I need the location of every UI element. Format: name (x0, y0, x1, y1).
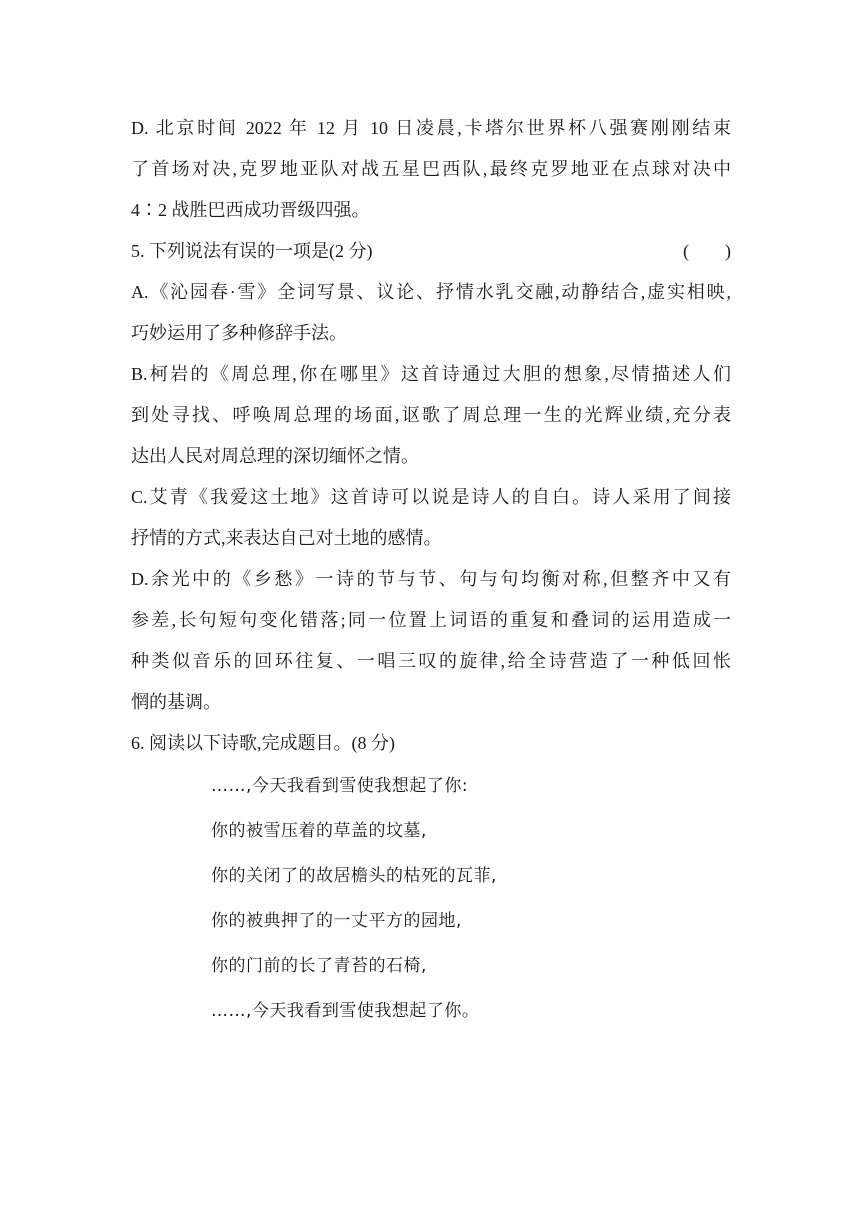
poem-line: 你的被典押了的一丈平方的园地, (211, 911, 462, 931)
poem-line: 你的被雪压着的草盖的坟墓, (211, 821, 427, 841)
option-line: D.余光中的《乡愁》一诗的节与节、句与句均衡对称,但整齐中又有 (131, 569, 731, 589)
poem-line: 你的门前的长了青苔的石椅, (211, 956, 427, 976)
question-5-option-c (131, 477, 731, 559)
poem-line: ……,今天我看到雪使我想起了你: (211, 776, 469, 796)
option-line: 到处寻找、呼唤周总理的场面,讴歌了周总理一生的光辉业绩,充分表 (131, 405, 731, 425)
question-5-text: 5. 下列说法有误的一项是(2 分) (131, 241, 373, 261)
option-line: C.艾青《我爱这土地》这首诗可以说是诗人的自白。诗人采用了间接 (131, 487, 731, 507)
option-line: 了首场对决,克罗地亚队对战五星巴西队,最终克罗地亚在点球对决中 (131, 159, 731, 179)
question-5-stem (131, 231, 731, 272)
question-5-option-a (131, 272, 731, 354)
question-6-stem (131, 723, 731, 764)
poem-line: 你的关闭了的故居檐头的枯死的瓦菲, (211, 866, 497, 886)
answer-blank: ( ) (683, 241, 731, 261)
option-line: 种类似音乐的回环往复、一唱三叹的旋律,给全诗营造了一种低回怅 (131, 651, 731, 671)
option-line: D. 北京时间 2022 年 12 月 10 日凌晨,卡塔尔世界杯八强赛刚刚结束 (131, 118, 731, 138)
poem-excerpt (211, 764, 731, 1034)
option-line: 达出人民对周总理的深切缅怀之情。 (131, 446, 419, 466)
page-content (131, 108, 731, 1034)
option-line: 巧妙运用了多种修辞手法。 (131, 323, 347, 343)
question-5-option-b (131, 354, 731, 477)
option-line: 参差,长句短句变化错落;同一位置上词语的重复和叠词的运用造成一 (131, 610, 731, 630)
question-5-option-d (131, 559, 731, 723)
poem-line: ……,今天我看到雪使我想起了你。 (211, 1001, 480, 1021)
option-line: 4∶2 战胜巴西成功晋级四强。 (131, 200, 370, 220)
option-d-worldcup (131, 108, 731, 231)
question-6-text: 6. 阅读以下诗歌,完成题目。(8 分) (131, 733, 395, 753)
option-line: 抒情的方式,来表达自己对土地的感情。 (131, 528, 442, 548)
option-line: B.柯岩的《周总理,你在哪里》这首诗通过大胆的想象,尽情描述人们 (131, 364, 731, 384)
option-line: 惘的基调。 (131, 692, 221, 712)
option-line: A.《沁园春·雪》全词写景、议论、抒情水乳交融,动静结合,虚实相映, (131, 282, 731, 302)
